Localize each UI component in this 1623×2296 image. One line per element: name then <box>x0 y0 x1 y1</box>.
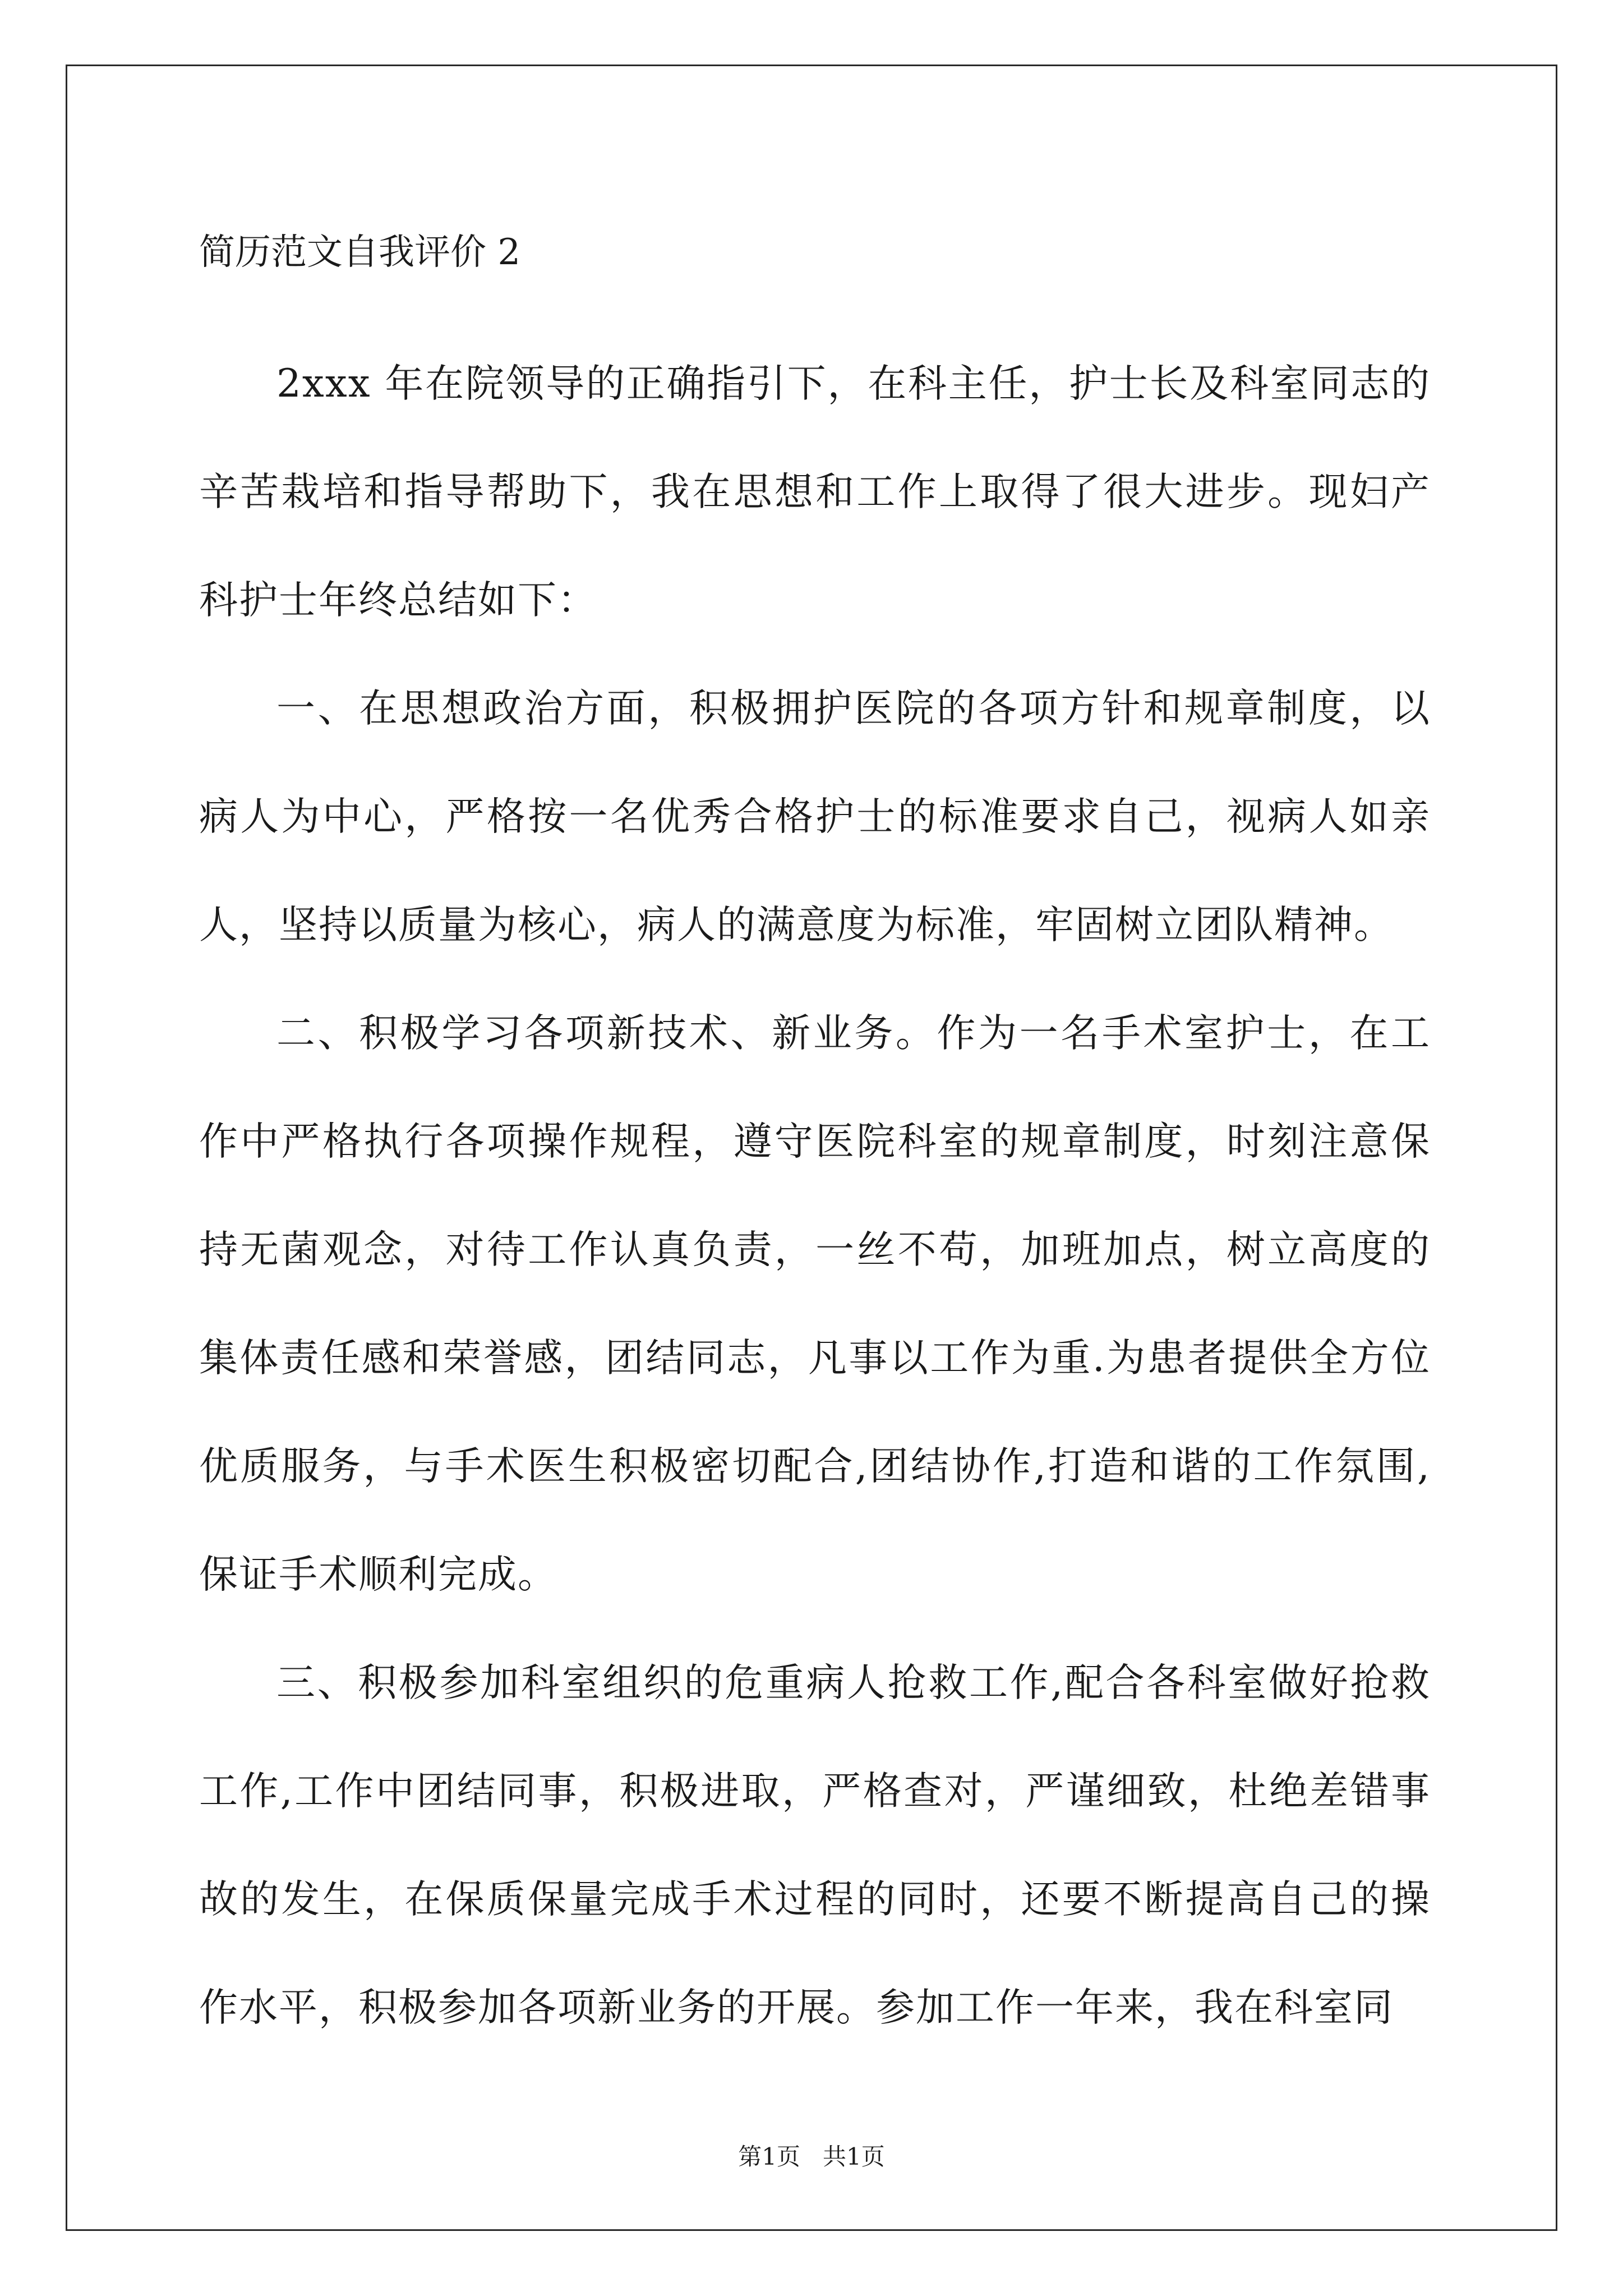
paragraph-intro: 2xxx 年在院领导的正确指引下，在科主任，护士长及科室同志的辛苦栽培和指导帮助下，我在思想和工作上取得了很大进步。现妇产科护士年终总结如下： <box>199 361 1431 623</box>
document-title: 简历范文自我评价 2 <box>199 232 521 273</box>
paragraph-section-1: 一、在思想政治方面，积极拥护医院的各项方针和规章制度，以病人为中心，严格按一名优秀合格护士的标准要求自己，视病人如亲人，坚持以质量为核心，病人的满意度为标准，牢固树立团队精神。 <box>199 686 1431 947</box>
paragraph-section-2: 二、积极学习各项新技术、新业务。作为一名手术室护士，在工作中严格执行各项操作规程，遵守医院科室的规章制度，时刻注意保持无菌观念，对待工作认真负责，一丝不苟，加班加点，树立高度的集体责任感和荣誉感，团结同志，凡事以工作为重.为患者提供全方位优质服务，与手术医生积极密切配合,团结协作,打造和谐的工作氛围,保证手术顺利完成。 <box>199 1011 1431 1597</box>
page-number-footer: 第1页 共1页 <box>738 2143 885 2170</box>
document-body <box>199 330 1431 2062</box>
paragraph-section-3: 三、积极参加科室组织的危重病人抢救工作,配合各科室做好抢救工作,工作中团结同事，积极进取，严格查对，严谨细致，杜绝差错事故的发生，在保质保量完成手术过程的同时，还要不断提高自己的操作水平，积极参加各项新业务的开展。参加工作一年来，我在科室同 <box>199 1660 1431 2030</box>
